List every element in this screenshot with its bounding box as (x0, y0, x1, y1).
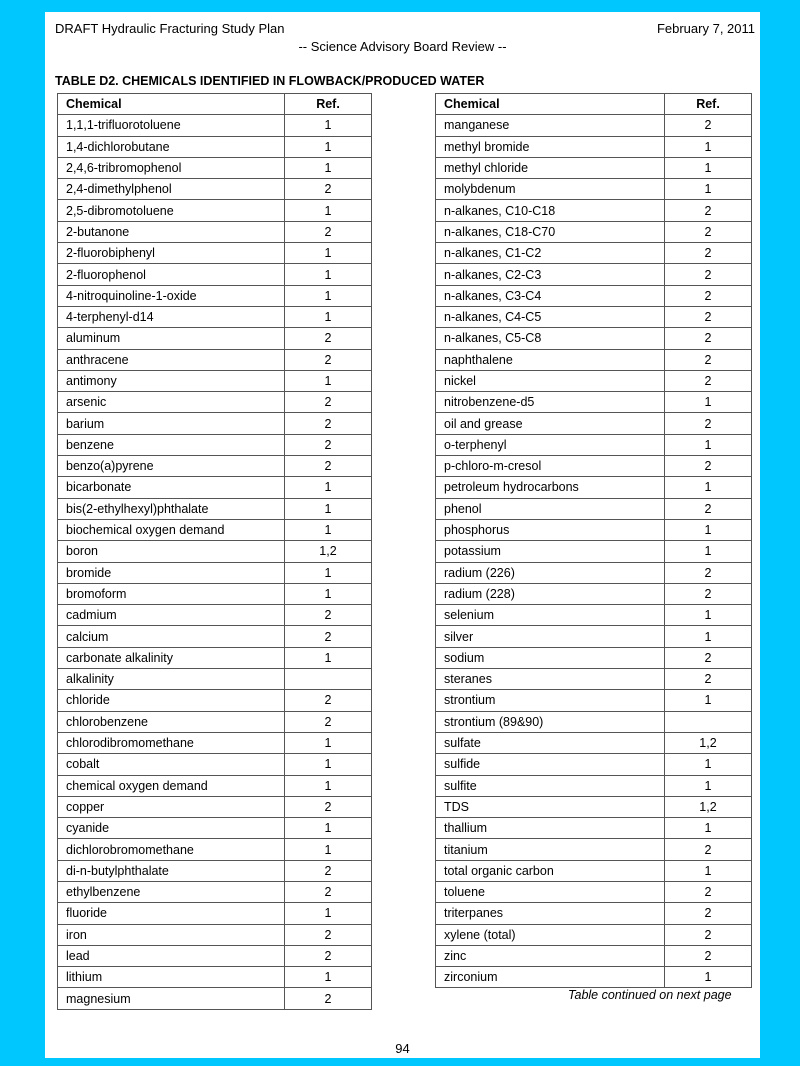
chemical-name-cell: manganese (436, 115, 665, 136)
chemicals-table-left (57, 93, 372, 1010)
table-row (436, 370, 752, 391)
chemical-name-cell: chlorobenzene (58, 711, 285, 732)
header-date: February 7, 2011 (656, 21, 755, 36)
ref-cell: 2 (665, 903, 752, 924)
ref-cell: 1,2 (285, 541, 372, 562)
table-row (436, 924, 752, 945)
ref-cell: 2 (665, 328, 752, 349)
ref-cell: 2 (665, 285, 752, 306)
table-row (58, 839, 372, 860)
ref-cell: 1 (285, 647, 372, 668)
table-row (58, 541, 372, 562)
ref-cell: 1,2 (665, 796, 752, 817)
ref-cell: 2 (285, 690, 372, 711)
chemical-name-cell: selenium (436, 605, 665, 626)
table-row (58, 754, 372, 775)
ref-cell (665, 711, 752, 732)
ref-cell: 2 (285, 328, 372, 349)
table-row (58, 732, 372, 753)
ref-cell: 1 (665, 157, 752, 178)
column-header-ref: Ref. (665, 94, 752, 115)
table-row (58, 413, 372, 434)
chemical-name-cell: o-terphenyl (436, 434, 665, 455)
table-row (58, 711, 372, 732)
chemical-name-cell: strontium (89&90) (436, 711, 665, 732)
ref-cell: 1 (665, 775, 752, 796)
table-row (436, 754, 752, 775)
ref-cell: 2 (665, 562, 752, 583)
table-row (436, 669, 752, 690)
ref-cell: 1 (285, 967, 372, 988)
column-header-chemical: Chemical (58, 94, 285, 115)
ref-cell: 2 (665, 243, 752, 264)
chemical-name-cell: fluoride (58, 903, 285, 924)
chemical-name-cell: 1,4-dichlorobutane (58, 136, 285, 157)
chemical-name-cell: bis(2-ethylhexyl)phthalate (58, 498, 285, 519)
table-row (436, 519, 752, 540)
table-row (436, 115, 752, 136)
ref-cell: 1 (285, 200, 372, 221)
chemical-name-cell: titanium (436, 839, 665, 860)
ref-cell: 1 (285, 306, 372, 327)
ref-cell: 2 (665, 413, 752, 434)
ref-cell: 2 (285, 945, 372, 966)
chemical-name-cell: calcium (58, 626, 285, 647)
chemical-name-cell: bromoform (58, 583, 285, 604)
ref-cell: 1 (285, 498, 372, 519)
chemical-name-cell: methyl bromide (436, 136, 665, 157)
table-row (58, 349, 372, 370)
ref-cell: 2 (665, 115, 752, 136)
table-row (436, 711, 752, 732)
ref-cell: 1 (285, 732, 372, 753)
ref-cell: 1 (665, 434, 752, 455)
ref-cell: 1 (285, 243, 372, 264)
chemical-name-cell: benzo(a)pyrene (58, 456, 285, 477)
table-row (436, 839, 752, 860)
table-row (436, 583, 752, 604)
table-row (436, 306, 752, 327)
chemical-name-cell: TDS (436, 796, 665, 817)
ref-cell: 1 (285, 136, 372, 157)
table-row (58, 285, 372, 306)
table-row (436, 221, 752, 242)
ref-cell: 1 (285, 157, 372, 178)
chemical-name-cell: lithium (58, 967, 285, 988)
table-row (58, 796, 372, 817)
chemical-name-cell: anthracene (58, 349, 285, 370)
chemical-name-cell: sulfite (436, 775, 665, 796)
ref-cell: 1 (665, 818, 752, 839)
chemical-name-cell: arsenic (58, 392, 285, 413)
table-row (58, 860, 372, 881)
table-row (436, 626, 752, 647)
ref-cell: 2 (665, 306, 752, 327)
chemical-name-cell: oil and grease (436, 413, 665, 434)
chemical-name-cell: magnesium (58, 988, 285, 1009)
chemical-name-cell: alkalinity (58, 669, 285, 690)
table-row (58, 328, 372, 349)
chemical-name-cell: n-alkanes, C5-C8 (436, 328, 665, 349)
ref-cell: 1 (285, 264, 372, 285)
table-row (58, 562, 372, 583)
chemical-name-cell: zinc (436, 945, 665, 966)
table-row (58, 690, 372, 711)
chemical-name-cell: 2,4,6-tribromophenol (58, 157, 285, 178)
ref-cell: 1 (285, 818, 372, 839)
table-row (436, 967, 752, 988)
chemical-name-cell: nickel (436, 370, 665, 391)
ref-cell: 1 (285, 903, 372, 924)
chemical-name-cell: cyanide (58, 818, 285, 839)
chemical-name-cell: p-chloro-m-cresol (436, 456, 665, 477)
chemical-name-cell: bromide (58, 562, 285, 583)
ref-cell: 2 (665, 498, 752, 519)
table-row (436, 605, 752, 626)
chemical-name-cell: toluene (436, 881, 665, 902)
chemical-name-cell: thallium (436, 818, 665, 839)
table-row (436, 775, 752, 796)
ref-cell: 2 (285, 605, 372, 626)
ref-cell: 2 (285, 860, 372, 881)
table-row (436, 349, 752, 370)
ref-cell: 1 (285, 519, 372, 540)
chemical-name-cell: silver (436, 626, 665, 647)
chemical-name-cell: potassium (436, 541, 665, 562)
ref-cell: 2 (665, 924, 752, 945)
ref-cell: 1 (665, 690, 752, 711)
table-row (436, 434, 752, 455)
table-row (58, 221, 372, 242)
ref-cell: 2 (665, 456, 752, 477)
chemical-name-cell: naphthalene (436, 349, 665, 370)
ref-cell: 1 (285, 115, 372, 136)
ref-cell: 2 (285, 456, 372, 477)
chemical-name-cell: carbonate alkalinity (58, 647, 285, 668)
table-row (58, 924, 372, 945)
chemical-name-cell: iron (58, 924, 285, 945)
ref-cell (285, 669, 372, 690)
chemical-name-cell: strontium (436, 690, 665, 711)
table-row (436, 562, 752, 583)
chemical-name-cell: cobalt (58, 754, 285, 775)
chemical-name-cell: 1,1,1-trifluorotoluene (58, 115, 285, 136)
chemical-name-cell: total organic carbon (436, 860, 665, 881)
ref-cell: 2 (665, 647, 752, 668)
ref-cell: 1 (285, 583, 372, 604)
table-row (436, 732, 752, 753)
ref-cell: 1 (665, 477, 752, 498)
table-row (58, 775, 372, 796)
table-row (436, 392, 752, 413)
chemical-name-cell: nitrobenzene-d5 (436, 392, 665, 413)
ref-cell: 2 (285, 179, 372, 200)
table-header-row (58, 94, 372, 115)
ref-cell: 2 (285, 924, 372, 945)
table-row (58, 647, 372, 668)
ref-cell: 1 (665, 754, 752, 775)
ref-cell: 2 (285, 221, 372, 242)
chemical-name-cell: bicarbonate (58, 477, 285, 498)
chemical-name-cell: steranes (436, 669, 665, 690)
chemical-name-cell: sodium (436, 647, 665, 668)
chemical-name-cell: ethylbenzene (58, 881, 285, 902)
column-header-ref: Ref. (285, 94, 372, 115)
table-row (58, 945, 372, 966)
ref-cell: 1 (285, 754, 372, 775)
table-row (436, 647, 752, 668)
ref-cell: 2 (285, 434, 372, 455)
table-row (436, 157, 752, 178)
ref-cell: 2 (665, 669, 752, 690)
ref-cell: 1 (285, 839, 372, 860)
table-row (58, 392, 372, 413)
chemical-name-cell: n-alkanes, C10-C18 (436, 200, 665, 221)
ref-cell: 1 (665, 860, 752, 881)
chemical-name-cell: boron (58, 541, 285, 562)
table-row (436, 328, 752, 349)
chemical-name-cell: triterpanes (436, 903, 665, 924)
chemical-name-cell: radium (228) (436, 583, 665, 604)
chemical-name-cell: 2-fluorophenol (58, 264, 285, 285)
table-row (436, 136, 752, 157)
ref-cell: 1 (285, 775, 372, 796)
ref-cell: 1 (665, 541, 752, 562)
table-row (58, 881, 372, 902)
table-continued-note: Table continued on next page (568, 988, 732, 1002)
chemical-name-cell: xylene (total) (436, 924, 665, 945)
table-row (58, 669, 372, 690)
table-row (58, 243, 372, 264)
ref-cell: 2 (665, 221, 752, 242)
chemical-name-cell: lead (58, 945, 285, 966)
table-row (58, 200, 372, 221)
table-row (58, 136, 372, 157)
table-row (58, 583, 372, 604)
chemical-name-cell: chemical oxygen demand (58, 775, 285, 796)
chemicals-table-right (435, 93, 752, 988)
ref-cell: 2 (665, 349, 752, 370)
chemical-name-cell: 2-fluorobiphenyl (58, 243, 285, 264)
page-number: 94 (395, 1041, 410, 1056)
chemical-name-cell: copper (58, 796, 285, 817)
chemical-name-cell: antimony (58, 370, 285, 391)
table-row (436, 498, 752, 519)
table-row (436, 818, 752, 839)
chemical-name-cell: n-alkanes, C4-C5 (436, 306, 665, 327)
ref-cell: 1 (285, 285, 372, 306)
chemical-name-cell: n-alkanes, C18-C70 (436, 221, 665, 242)
chemical-name-cell: 2,5-dibromotoluene (58, 200, 285, 221)
ref-cell: 1 (285, 477, 372, 498)
ref-cell: 1 (665, 136, 752, 157)
ref-cell: 2 (665, 881, 752, 902)
chemical-name-cell: sulfate (436, 732, 665, 753)
ref-cell: 2 (285, 413, 372, 434)
ref-cell: 2 (285, 711, 372, 732)
ref-cell: 2 (665, 200, 752, 221)
chemical-name-cell: n-alkanes, C3-C4 (436, 285, 665, 306)
table-row (436, 477, 752, 498)
table-row (58, 477, 372, 498)
ref-cell: 1 (285, 562, 372, 583)
ref-cell: 1 (665, 605, 752, 626)
table-row (436, 881, 752, 902)
table-row (436, 413, 752, 434)
chemical-name-cell: dichlorobromomethane (58, 839, 285, 860)
table-row (58, 157, 372, 178)
header-review-note: -- Science Advisory Board Review -- (298, 39, 507, 54)
chemical-name-cell: n-alkanes, C1-C2 (436, 243, 665, 264)
ref-cell: 1 (665, 967, 752, 988)
table-row (436, 796, 752, 817)
table-row (58, 519, 372, 540)
table-row (58, 498, 372, 519)
table-row (436, 243, 752, 264)
ref-cell: 1 (665, 519, 752, 540)
table-row (58, 264, 372, 285)
table-row (58, 988, 372, 1009)
table-row (58, 903, 372, 924)
chemical-name-cell: sulfide (436, 754, 665, 775)
document-page (45, 12, 760, 1058)
ref-cell: 2 (665, 370, 752, 391)
table-header-row (436, 94, 752, 115)
ref-cell: 2 (285, 796, 372, 817)
chemical-name-cell: biochemical oxygen demand (58, 519, 285, 540)
table-body-left (58, 115, 372, 1009)
chemical-name-cell: molybdenum (436, 179, 665, 200)
chemical-name-cell: barium (58, 413, 285, 434)
ref-cell: 2 (285, 349, 372, 370)
chemical-name-cell: di-n-butylphthalate (58, 860, 285, 881)
table-row (436, 903, 752, 924)
ref-cell: 1,2 (665, 732, 752, 753)
ref-cell: 1 (285, 370, 372, 391)
ref-cell: 2 (665, 945, 752, 966)
table-row (436, 945, 752, 966)
chemical-name-cell: chlorodibromomethane (58, 732, 285, 753)
chemical-name-cell: zirconium (436, 967, 665, 988)
chemical-name-cell: 4-terphenyl-d14 (58, 306, 285, 327)
table-title: TABLE D2. CHEMICALS IDENTIFIED IN FLOWBACK/PRODUCED WATER (55, 74, 485, 88)
chemical-name-cell: cadmium (58, 605, 285, 626)
header-doc-title: DRAFT Hydraulic Fracturing Study Plan (55, 21, 285, 36)
table-body-right (436, 115, 752, 988)
chemical-name-cell: n-alkanes, C2-C3 (436, 264, 665, 285)
chemical-name-cell: 4-nitroquinoline-1-oxide (58, 285, 285, 306)
ref-cell: 1 (665, 392, 752, 413)
table-row (58, 370, 372, 391)
ref-cell: 2 (285, 988, 372, 1009)
table-row (58, 818, 372, 839)
table-row (58, 967, 372, 988)
ref-cell: 2 (285, 392, 372, 413)
chemical-name-cell: 2,4-dimethylphenol (58, 179, 285, 200)
table-row (58, 179, 372, 200)
table-row (58, 605, 372, 626)
ref-cell: 2 (285, 881, 372, 902)
table-row (58, 456, 372, 477)
ref-cell: 1 (665, 626, 752, 647)
table-row (436, 690, 752, 711)
chemical-name-cell: 2-butanone (58, 221, 285, 242)
table-row (436, 200, 752, 221)
ref-cell: 1 (665, 179, 752, 200)
table-row (58, 306, 372, 327)
table-row (436, 541, 752, 562)
table-row (58, 115, 372, 136)
chemical-name-cell: chloride (58, 690, 285, 711)
chemical-name-cell: benzene (58, 434, 285, 455)
chemical-name-cell: petroleum hydrocarbons (436, 477, 665, 498)
ref-cell: 2 (665, 264, 752, 285)
table-row (436, 860, 752, 881)
table-row (436, 456, 752, 477)
table-row (58, 434, 372, 455)
table-row (58, 626, 372, 647)
ref-cell: 2 (285, 626, 372, 647)
chemical-name-cell: phosphorus (436, 519, 665, 540)
chemical-name-cell: radium (226) (436, 562, 665, 583)
table-row (436, 179, 752, 200)
ref-cell: 2 (665, 839, 752, 860)
chemical-name-cell: methyl chloride (436, 157, 665, 178)
table-row (436, 264, 752, 285)
column-header-chemical: Chemical (436, 94, 665, 115)
chemical-name-cell: aluminum (58, 328, 285, 349)
chemical-name-cell: phenol (436, 498, 665, 519)
table-row (436, 285, 752, 306)
ref-cell: 2 (665, 583, 752, 604)
